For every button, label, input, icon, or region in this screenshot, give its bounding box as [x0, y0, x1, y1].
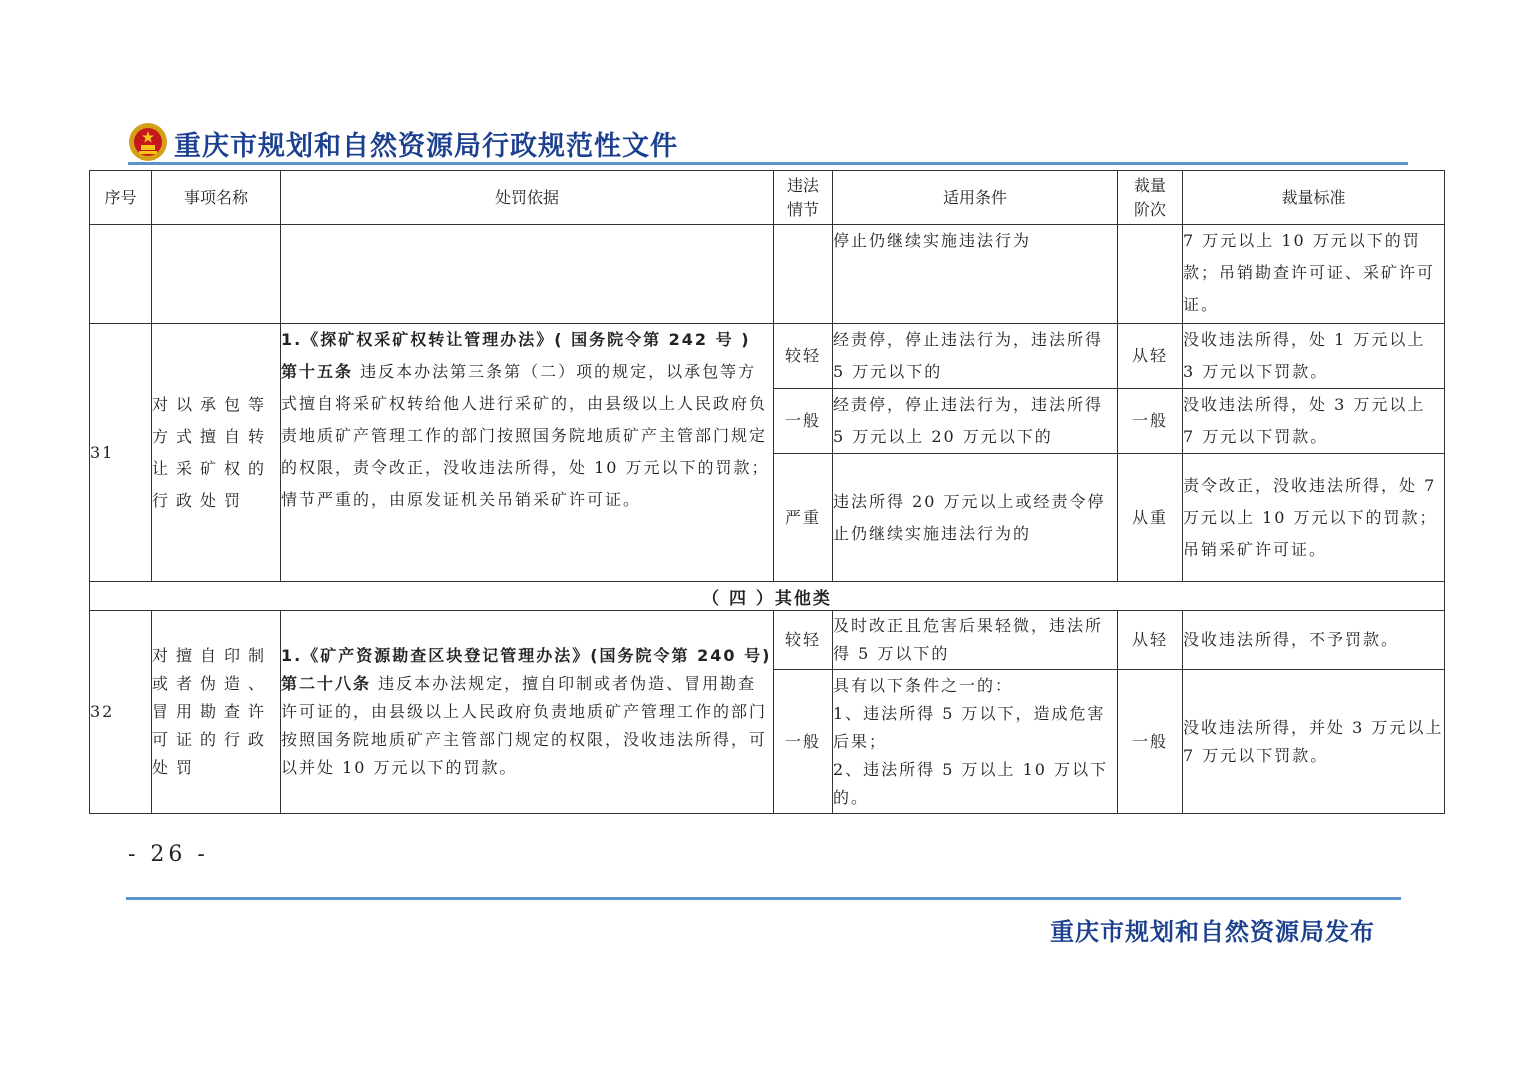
- standard-cell: 没收违法所得，并处 3 万元以上 7 万元以下罚款。: [1183, 670, 1445, 814]
- table-row: [90, 225, 1445, 324]
- column-header: 处罚依据: [281, 171, 774, 225]
- standard-cell: 没收违法所得，处 3 万元以上 7 万元以下罚款。: [1183, 389, 1445, 454]
- national-emblem-icon: [128, 122, 168, 162]
- column-header: 违法情节: [774, 171, 833, 225]
- condition-line: 2、违法所得 5 万以上 10 万以下的。: [833, 759, 1109, 807]
- condition-cell: 经责停，停止违法行为，违法所得 5 万元以上 20 万元以下的: [833, 389, 1118, 454]
- page-number: - 26 -: [128, 842, 209, 867]
- document-series-title: 重庆市规划和自然资源局行政规范性文件: [174, 131, 678, 162]
- severity-cell: 严重: [774, 454, 833, 582]
- table-row: [90, 324, 1445, 389]
- row-number: 32: [90, 611, 152, 814]
- standard-cell: 没收违法所得，处 1 万元以上 3 万元以下罚款。: [1183, 324, 1445, 389]
- standard-cell: 没收违法所得，不予罚款。: [1183, 611, 1445, 670]
- row-number: 31: [90, 324, 152, 582]
- section-row: [90, 582, 1445, 611]
- basis-title: 1.《探矿权采矿权转让管理办法》( 国务院令第 242 号 ) 第十五条: [281, 330, 751, 381]
- publisher-name: 重庆市规划和自然资源局发布: [1050, 918, 1375, 946]
- severity-cell: 较轻: [774, 611, 833, 670]
- tier-cell: 一般: [1118, 670, 1183, 814]
- column-header: 适用条件: [833, 171, 1118, 225]
- standard-cell: 7 万元以上 10 万元以下的罚款；吊销勘查许可证、采矿许可证。: [1183, 225, 1445, 324]
- tier-cell: 从重: [1118, 454, 1183, 582]
- standard-cell: 责令改正，没收违法所得，处 7 万元以上 10 万元以下的罚款；吊销采矿许可证。: [1183, 454, 1445, 582]
- basis-text: 违反本办法第三条第（二）项的规定，以承包等方式擅自将采矿权转给他人进行采矿的，由县级以上人民政府负责地质矿产管理工作的部门按照国务院地质矿产主管部门规定的权限，责令改正，没收违法所得，处 10 万元以下的罚款；情节严重的，由原发证机关吊销采矿许可证。: [281, 362, 770, 509]
- condition-line: 具有以下条件之一的：: [833, 675, 1014, 695]
- footer-rule: [126, 897, 1401, 900]
- severity-cell: 一般: [774, 670, 833, 814]
- column-header: 序号: [90, 171, 152, 225]
- penalty-basis: [281, 611, 774, 814]
- basis-title: 1.《矿产资源勘查区块登记管理办法》(国务院令第 240 号) 第二十八条: [281, 646, 772, 693]
- condition-cell: 违法所得 20 万元以上或经责令停止仍继续实施违法行为的: [833, 454, 1118, 582]
- column-header: 裁量标准: [1183, 171, 1445, 225]
- table-row: [90, 611, 1445, 670]
- basis-text: 违反本办法规定，擅自印制或者伪造、冒用勘查许可证的，由县级以上人民政府负责地质矿产管理工作的部门按照国务院地质矿产主管部门规定的权限，没收违法所得，可以并处 10 万元以下的罚款。: [281, 674, 768, 777]
- table-header-row: [90, 171, 1445, 225]
- tier-cell: 从轻: [1118, 611, 1183, 670]
- condition-cell: 及时改正且危害后果轻微，违法所得 5 万以下的: [833, 611, 1118, 670]
- penalty-basis: [281, 324, 774, 582]
- item-name: 对以承包等方式擅自转让采矿权的行政处罚: [152, 324, 281, 582]
- tier-cell: 一般: [1118, 389, 1183, 454]
- header-rule: [128, 162, 1408, 165]
- item-name: 对擅自印制或者伪造、冒用勘查许可证的行政处罚: [152, 611, 281, 814]
- condition-cell: [833, 670, 1118, 814]
- condition-cell: 经责停，停止违法行为，违法所得 5 万元以下的: [833, 324, 1118, 389]
- severity-cell: 较轻: [774, 324, 833, 389]
- section-title: （ 四 ）其他类: [90, 582, 1445, 611]
- document-header: [128, 120, 1408, 168]
- tier-cell: 从轻: [1118, 324, 1183, 389]
- column-header: 事项名称: [152, 171, 281, 225]
- severity-cell: 一般: [774, 389, 833, 454]
- column-header: 裁量阶次: [1118, 171, 1183, 225]
- condition-line: 1、违法所得 5 万以下，造成危害后果；: [833, 703, 1106, 751]
- condition-cell: 停止仍继续实施违法行为: [833, 225, 1118, 324]
- penalty-discretion-table: [89, 170, 1445, 814]
